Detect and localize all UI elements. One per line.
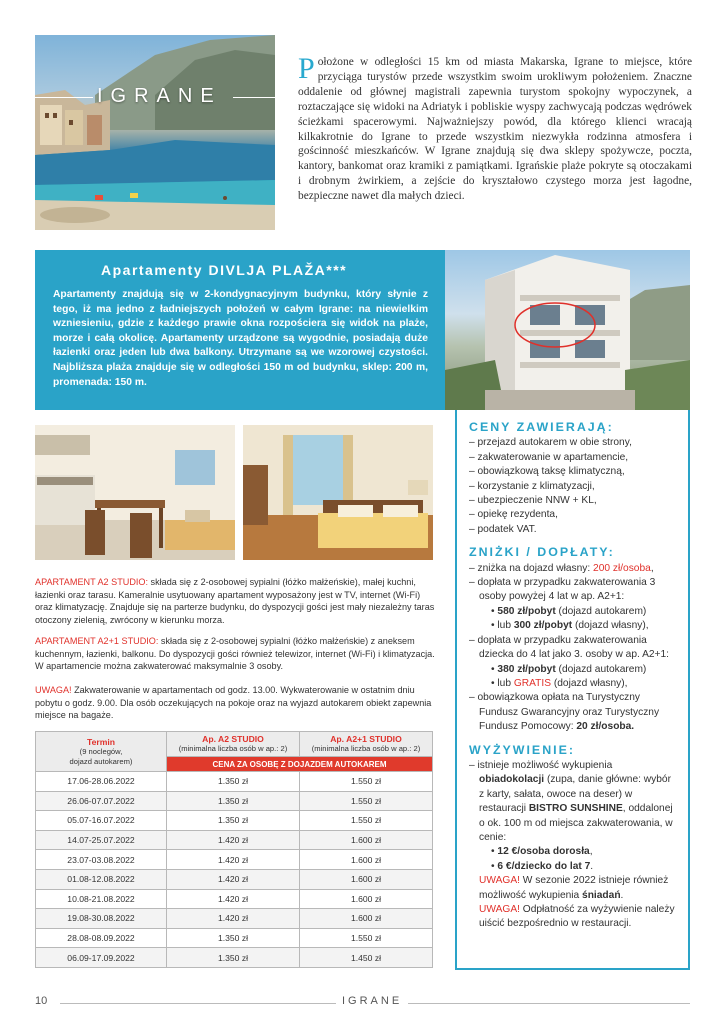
hero-photo: [35, 35, 275, 230]
apartment-title: Apartamenty DIVLJA PLAŽA***: [101, 262, 348, 278]
table-row: [36, 948, 433, 968]
term-cell: 19.08-30.08.2022: [36, 909, 167, 929]
info-box: [455, 410, 690, 970]
price-cell: 1.420 zł: [167, 889, 300, 909]
term-cell: 28.08-08.09.2022: [36, 928, 167, 948]
intro-text: ołożone w odległości 15 km od miasta Makarska, Igrane to miejsce, które przyciąga turystów przede wszystkim swoim urokliwym położeniem. Znaczne oddalenie od głównej magistrali zapewnia turystom spokojny wypoczynek, a roztaczające się widoki na Adriatyk i pobliskie wyspy zachwycają podczas wędrówek ścieżkami spacerowymi. Najważniejszy powód, dla którego klienci wracają kilkakrotnie do Igrane to przede wszystkim niezwykła rodzinna atmosfera i gościnność mieszkańców. W Igrane znajdują się dwa sklepy spożywcze, poczta, kantory, bankomat oraz kramiki z pamiątkami. Igrańskie plaże pokryte są otoczakami i drobnym żwirkiem, a zejście do kryształowo czystego morza jest łagodne, bezpieczne nawet dla małych dzieci.: [298, 56, 692, 203]
term-cell: 10.08-21.08.2022: [36, 889, 167, 909]
hero-title: IGRANE: [97, 85, 222, 107]
note-text: Zakwaterowanie w apartamentach od godz. 13.00. Wykwaterowanie w ostatnim dniu pobytu o godz. 9.00. Dla osób oczekujących na pokoje oraz na wyjazd autokarem obiekt zapewnia miejsce na bagaże.: [35, 685, 432, 721]
list-item: – przejazd autokarem w obie strony,: [469, 436, 678, 450]
table-row: [36, 850, 433, 870]
prices-include-list: [469, 436, 678, 537]
building-photo: [445, 250, 690, 410]
table-row: [36, 772, 433, 792]
price-table: [35, 731, 433, 968]
a2-header: [167, 732, 300, 757]
prices-include-heading: CENY ZAWIERAJĄ:: [469, 420, 614, 434]
drop-cap: P: [298, 52, 315, 85]
sub-item: • 12 €/osoba dorosła,: [491, 845, 678, 859]
a2-description: [35, 576, 435, 626]
price-cell: 1.550 zł: [299, 791, 432, 811]
a2-label: APARTAMENT A2 STUDIO:: [35, 577, 149, 587]
food-heading: WYŻYWIENIE:: [469, 742, 575, 757]
price-cell: 1.600 zł: [299, 850, 432, 870]
price-cell: 1.350 zł: [167, 811, 300, 831]
price-cell: 1.550 zł: [299, 772, 432, 792]
list-item: – zakwaterowanie w apartamencie,: [469, 451, 678, 465]
apartment-banner: [35, 250, 690, 410]
a21-header: [299, 732, 432, 757]
sub-item: • 580 zł/pobyt (dojazd autokarem): [491, 605, 678, 619]
term-cell: 05.07-16.07.2022: [36, 811, 167, 831]
a2-header-title: Ap. A2 STUDIO: [202, 734, 264, 744]
intro-paragraph: [298, 52, 692, 204]
price-cell: 1.450 zł: [299, 948, 432, 968]
bedroom-photo: [243, 425, 433, 560]
price-cell: 1.600 zł: [299, 909, 432, 929]
list-item: – dopłata w przypadku zakwaterowania 3 osoby powyżej 4 lat w ap. A2+1: • 580 zł/pobyt (dojazd autokarem) • lub 300 zł/pobyt (dojazd własny),: [469, 576, 678, 634]
sub-item: • lub GRATIS (dojazd własny),: [491, 677, 678, 691]
food-list: [469, 759, 678, 932]
a2-text: składa się z 2-osobowej sypialni (łóżko małżeńskie), małej kuchni, łazienki oraz tarasu. Kameralnie usytuowany apartament wyposażony jest w TV, internet (Wi-Fi) oraz klimatyzację. Znajduje się na parterze budynku, do dyspozycji gości jest mały niezależny taras otoczony zielenią, zwrócony w kierunku morza.: [35, 577, 435, 625]
note-label: UWAGA!: [35, 685, 72, 695]
sub-item: • lub 300 zł/pobyt (dojazd własny),: [491, 619, 678, 633]
price-cell: 1.420 zł: [167, 830, 300, 850]
list-item: – obowiązkową taksę klimatyczną,: [469, 465, 678, 479]
price-cell: 1.350 zł: [167, 772, 300, 792]
table-row: [36, 928, 433, 948]
price-cell: 1.420 zł: [167, 850, 300, 870]
kitchen-illustration: [35, 425, 235, 560]
table-row: [36, 791, 433, 811]
term-cell: 26.06-07.07.2022: [36, 791, 167, 811]
sub-item: • 380 zł/pobyt (dojazd autokarem): [491, 663, 678, 677]
list-item: – zniżka na dojazd własny: 200 zł/osoba,: [469, 562, 678, 576]
discounts-heading: ZNIŻKI / DOPŁATY:: [469, 545, 615, 560]
a21-label: APARTAMENT A2+1 STUDIO:: [35, 636, 159, 646]
apartment-description: Apartamenty znajdują się w 2-kondygnacyjnym budynku, który słynie z tego, iż ma jedno z ładniejszych położeń w całym Igrane: na niewielkim wzniesieniu, gdzie z każdego prawie okna rozpościera się widok na plaże, morze i całą okolicę. Apartamenty urządzone są wygodnie, posiadają duże łazienki oraz jeden lub dwa balkony. Utrzymane są we wzorowej czystości. Najbliższa plaża znajduje się w odległości 150 m od budynku, sklep: 200 m, promenada: 150 m.: [53, 289, 428, 388]
price-cell: 1.350 zł: [167, 928, 300, 948]
a21-header-title: Ap. A2+1 STUDIO: [330, 734, 402, 744]
page-number: 10: [35, 995, 48, 1007]
table-row: [36, 889, 433, 909]
term-cell: 06.09-17.09.2022: [36, 948, 167, 968]
building-illustration: [445, 250, 690, 410]
list-item: – dopłata w przypadku zakwaterowania dziecka do 4 lat jako 3. osoby w ap. A2+1: • 380 zł/pobyt (dojazd autokarem) • lub GRATIS (dojazd własny),: [469, 634, 678, 692]
table-row: [36, 909, 433, 929]
a21-header-sub: (minimalna liczba osób w ap.: 2): [311, 744, 421, 753]
footer-title: IGRANE: [336, 995, 408, 1007]
price-bar: CENA ZA OSOBĘ Z DOJAZDEM AUTOKAREM: [167, 757, 433, 772]
list-item: – istnieje możliwość wykupienia obiadokolacji (zupa, danie główne: wybór z karty, sałata, owoce na deser) w restauracji BISTRO SUNSHINE, oddalonej o ok. 100 m od miejsca zakwaterowania, w cenie: • 12 €/osoba dorosła, • 6 €/dziecko do lat 7. UWAGA! W sezonie 2022 istnieje również możliwość wykupienia śniadań. UWAGA! Odpłatność za wyżywienie należy uiścić bezpośrednio w restauracji.: [469, 759, 678, 932]
bedroom-illustration: [243, 425, 433, 560]
a21-description: [35, 635, 435, 673]
a2-header-sub: (minimalna liczba osób w ap.: 2): [178, 744, 288, 753]
price-cell: 1.550 zł: [299, 811, 432, 831]
term-cell: 23.07-03.08.2022: [36, 850, 167, 870]
list-item: – ubezpieczenie NNW + KL,: [469, 494, 678, 508]
list-item: – korzystanie z klimatyzacji,: [469, 480, 678, 494]
a21-text: składa się z 2-osobowej sypialni (łóżko małżeńskie) z aneksem kuchennym, łazienki, balkonu. Do dyspozycji gości również telewizor, internet (Wi-Fi) i klimatyzacja. W apartamencie można zakwaterować maksymalnie 3 osoby.: [35, 636, 435, 672]
checkin-note: [35, 684, 435, 722]
term-header-title: Termin: [86, 736, 115, 747]
term-cell: 14.07-25.07.2022: [36, 830, 167, 850]
kitchen-photo: [35, 425, 235, 560]
price-cell: 1.600 zł: [299, 889, 432, 909]
list-item: – obowiązkowa opłata na Turystyczny Fundusz Gwarancyjny oraz Turystyczny Fundusz Pomocowy: 20 zł/osoba.: [469, 691, 678, 734]
table-row: [36, 830, 433, 850]
price-cell: 1.600 zł: [299, 830, 432, 850]
table-row: [36, 811, 433, 831]
list-item: – opiekę rezydenta,: [469, 508, 678, 522]
term-header: [36, 732, 167, 772]
price-cell: 1.420 zł: [167, 869, 300, 889]
hero-illustration: [35, 35, 275, 230]
term-header-sub: (9 noclegów, dojazd autokarem): [69, 746, 133, 766]
price-cell: 1.550 zł: [299, 928, 432, 948]
discounts-list: [469, 562, 678, 735]
list-item: – podatek VAT.: [469, 523, 678, 537]
price-cell: 1.420 zł: [167, 909, 300, 929]
term-cell: 01.08-12.08.2022: [36, 869, 167, 889]
price-cell: 1.350 zł: [167, 791, 300, 811]
price-cell: 1.600 zł: [299, 869, 432, 889]
term-cell: 17.06-28.06.2022: [36, 772, 167, 792]
price-cell: 1.350 zł: [167, 948, 300, 968]
table-row: [36, 869, 433, 889]
sub-item: • 6 €/dziecko do lat 7.: [491, 860, 678, 874]
price-table-body: [36, 772, 433, 968]
